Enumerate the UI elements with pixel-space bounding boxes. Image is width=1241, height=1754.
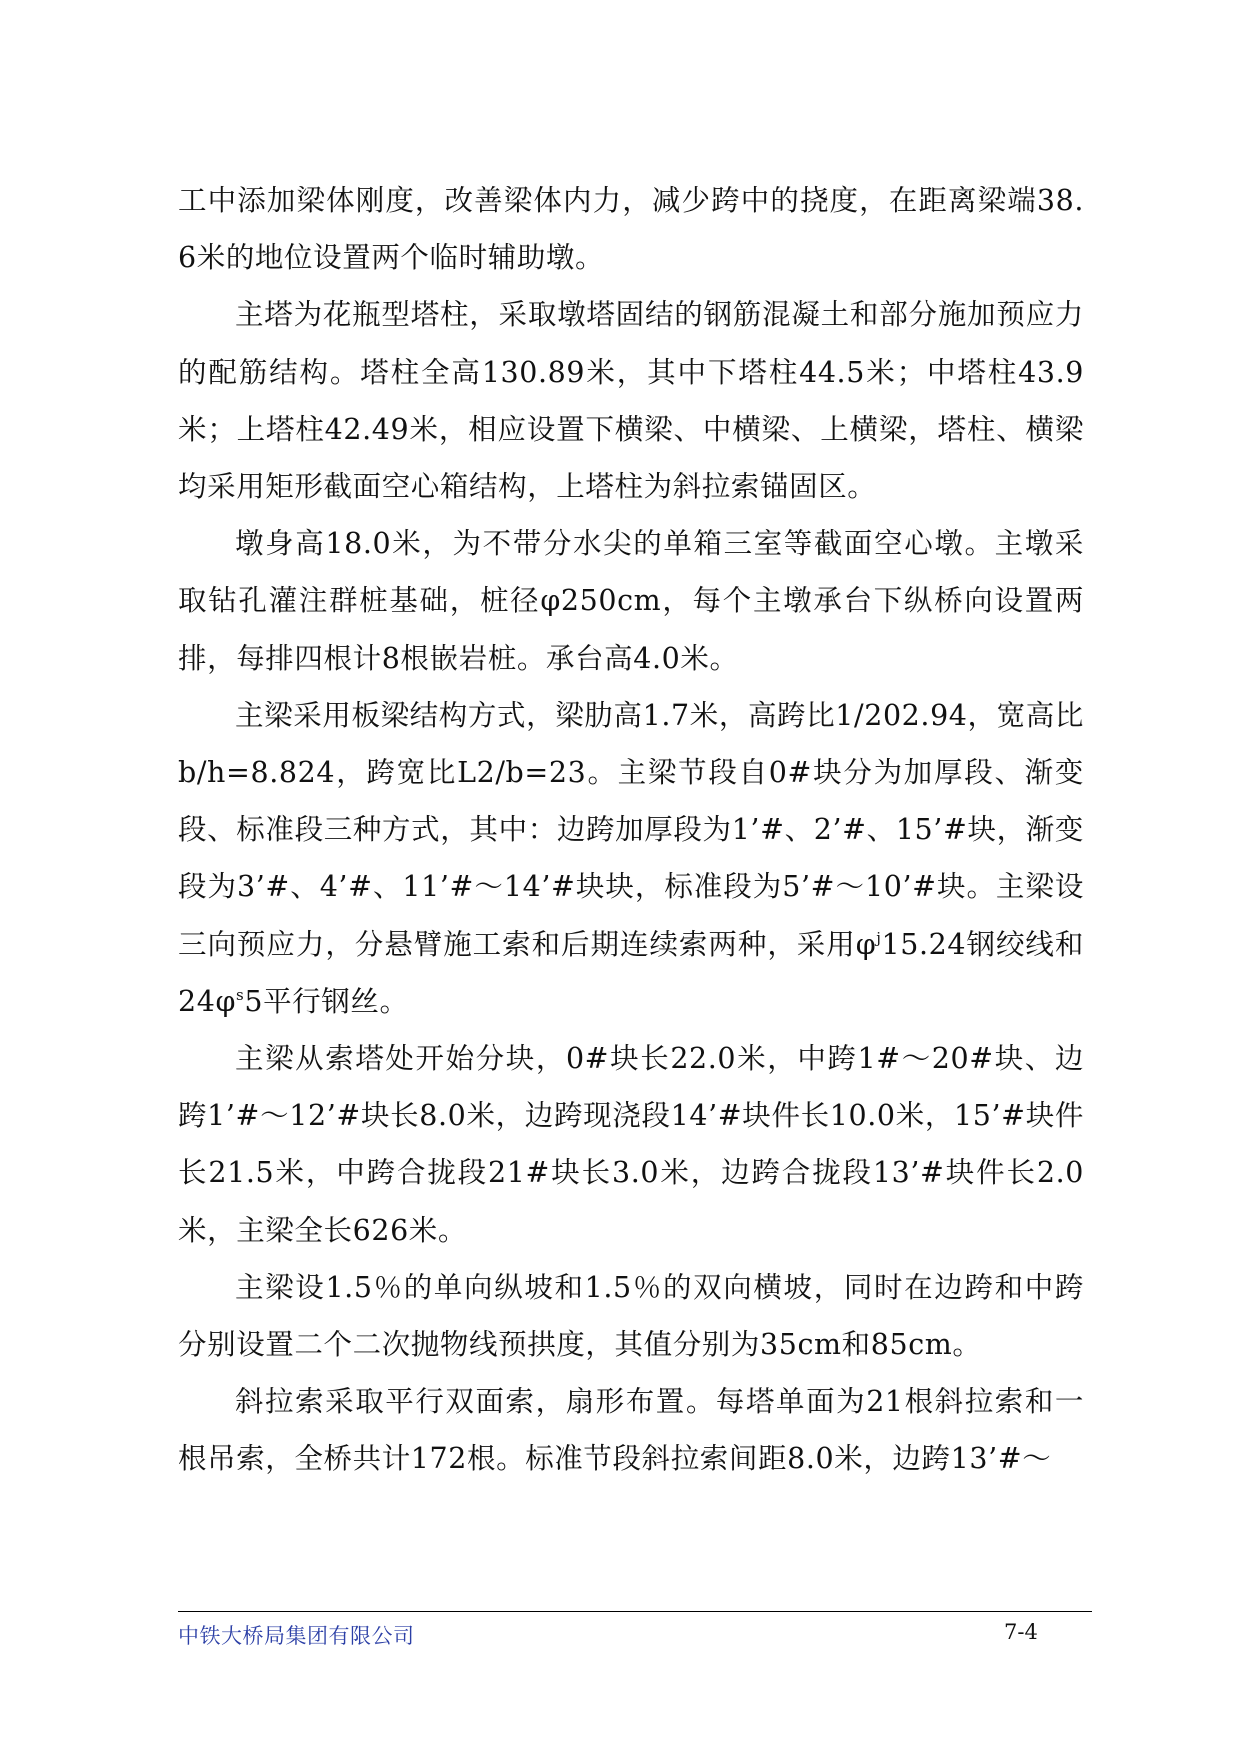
footer-company-name: 中铁大桥局集团有限公司: [178, 1624, 415, 1648]
footer-page-number: 7-4: [1004, 1620, 1038, 1644]
girder-text-part-b: 15.24钢绞线和24φ: [178, 927, 1084, 1018]
paragraph-auxiliary-piers: 工中添加梁体刚度，改善梁体内力，减少跨中的挠度，在距离梁端38.6米的地位设置两个临时辅助墩。: [178, 184, 1084, 275]
girder-text-part-a: 主梁采用板梁结构方式，梁肋高1.7米，高跨比1/202.94，宽高比b/h=8.824，跨宽比L2/b=23。主梁节段自0#块分为加厚段、渐变段、标准段三种方式，其中：边跨加厚段为1’#、2’#、15’#块，渐变段为3’#、4’#、11’#～14’#块块，标准段为5’#～10’#块。主梁设三向预应力，分悬臂施工索和后期连续索两种，采用φ: [178, 698, 1084, 961]
footer-divider: [178, 1611, 1092, 1612]
document-body: [178, 172, 1084, 1488]
paragraph-main-girder-structure: [178, 687, 1084, 1030]
paragraph-pier-foundation: 墩身高18.0米，为不带分水尖的单箱三室等截面空心墩。主墩采取钻孔灌注群桩基础，桩径φ250cm，每个主墩承台下纵桥向设置两排，每排四根计8根嵌岩桩。承台高4.0米。: [178, 527, 1084, 675]
paragraph-main-tower: 主塔为花瓶型塔柱，采取墩塔固结的钢筋混凝土和部分施加预应力的配筋结构。塔柱全高130.89米，其中下塔柱44.5米；中塔柱43.9米；上塔柱42.49米，相应设置下横梁、中横梁、上横梁，塔柱、横梁均采用矩形截面空心箱结构，上塔柱为斜拉索锚固区。: [178, 298, 1084, 504]
superscript-s: s: [236, 985, 245, 1004]
superscript-j: j: [876, 928, 882, 947]
paragraph-slope-camber: 主梁设1.5％的单向纵坡和1.5％的双向横坡，同时在边跨和中跨分别设置二个二次抛物线预拱度，其值分别为35cm和85cm。: [178, 1270, 1084, 1362]
girder-text-part-c: 5平行钢丝。: [244, 984, 409, 1018]
paragraph-stay-cables: 斜拉索采取平行双面索，扇形布置。每塔单面为21根斜拉索和一根吊索，全桥共计172根。标准节段斜拉索间距8.0米，边跨13’#～: [178, 1385, 1084, 1476]
paragraph-girder-segments: 主梁从索塔处开始分块，0#块长22.0米，中跨1#～20#块、边跨1’#～12’#块长8.0米，边跨现浇段14’#块件长10.0米，15’#块件长21.5米，中跨合拢段21#块长3.0米，边跨合拢段13’#块件长2.0米，主梁全长626米。: [178, 1042, 1084, 1247]
